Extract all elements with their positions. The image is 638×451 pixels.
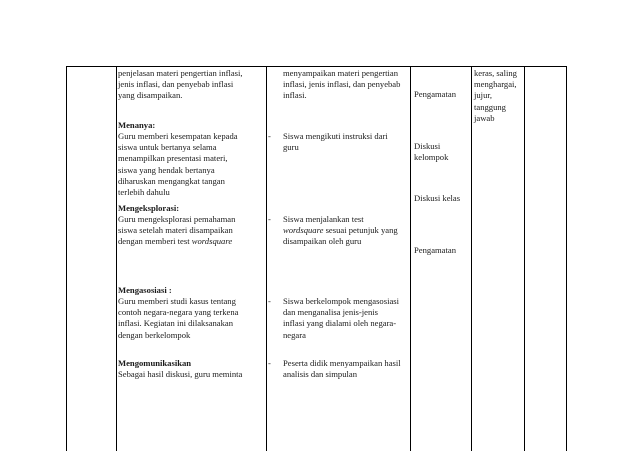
wordsquare-term: wordsquare — [191, 236, 233, 247]
column-divider — [116, 66, 117, 451]
mengeksplorasi-text: Guru mengeksplorasi pemahaman siswa setelah materi disampaikan dengan memberi test wordsquare — [118, 214, 236, 247]
student-activity-1: Siswa mengikuti instruksi dari guru — [283, 131, 388, 153]
method-diskusi-kelompok: Diskusi kelompok — [414, 141, 449, 163]
teacher-intro-text: penjelasan materi pengertian inflasi, jenis inflasi, dan penyebab inflasi yang disampaikan. — [118, 68, 243, 101]
character-values: keras, saling menghargai, jujur, tanggung jawab — [474, 68, 517, 123]
student-intro-text: menyampaikan materi pengertian inflasi, jenis inflasi, dan penyebab inflasi. — [283, 68, 401, 101]
mengasosiasi-text: Guru memberi studi kasus tentang contoh negara-negara yang terkena inflasi. Kegiatan ini dilaksanakan dengan berkelompok — [118, 296, 239, 340]
menanya-text: Guru memberi kesempatan kepada siswa untuk bertanya selama menampilkan presentasi materi, siswa yang hendak bertanya diharuskan mengangkat tangan terlebih dahulu — [118, 131, 238, 198]
table-top-border — [66, 66, 566, 67]
mengomunikasikan-text: Sebagai hasil diskusi, guru meminta — [118, 369, 243, 379]
method-pengamatan-2: Pengamatan — [414, 245, 456, 255]
bullet-dash: - — [268, 131, 271, 141]
bullet-dash: - — [268, 296, 271, 306]
column-divider — [524, 66, 525, 451]
mengasosiasi-heading: Mengasosiasi : — [118, 285, 172, 295]
student-activity-2-line2: wordsquare sesuai petunjuk yang — [283, 225, 398, 235]
column-divider — [266, 66, 267, 451]
menanya-heading: Menanya: — [118, 120, 156, 130]
bullet-dash: - — [268, 358, 271, 368]
method-pengamatan: Pengamatan — [414, 89, 456, 99]
student-activity-2-line3: disampaikan oleh guru — [283, 236, 362, 246]
mengeksplorasi-heading: Mengeksplorasi: — [118, 203, 180, 213]
student-activity-3: Siswa berkelompok mengasosiasi dan menganalisa jenis-jenis inflasi yang dialami oleh negara- negara — [283, 296, 399, 340]
table-border-right — [566, 66, 567, 451]
student-activity-2-line1: Siswa menjalankan test — [283, 214, 364, 224]
wordsquare-term: wordsquare — [283, 225, 324, 235]
table-border-left — [66, 66, 67, 451]
column-divider — [410, 66, 411, 451]
student-activity-4: Peserta didik menyampaikan hasil analisis dan simpulan — [283, 358, 401, 380]
column-divider — [471, 66, 472, 451]
mengomunikasikan-heading: Mengomunikasikan — [118, 358, 192, 368]
bullet-dash: - — [268, 214, 271, 224]
method-diskusi-kelas: Diskusi kelas — [414, 193, 461, 203]
